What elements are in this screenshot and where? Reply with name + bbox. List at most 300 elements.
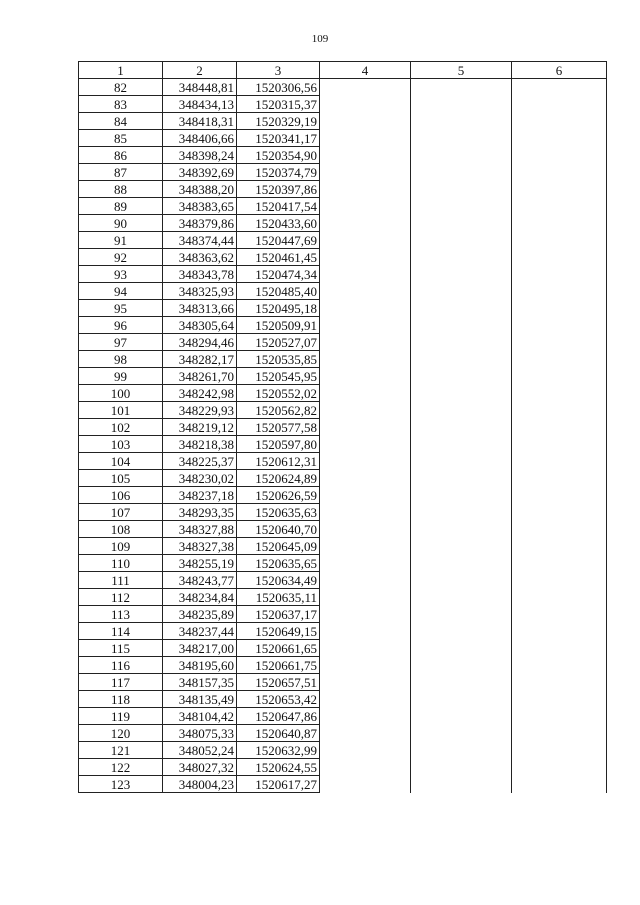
empty-cell [320,572,411,589]
table-row [79,453,607,470]
table-row [79,300,607,317]
y-coordinate-cell: 1520661,65 [237,640,320,657]
page-number: 109 [311,33,329,45]
empty-cell [411,300,512,317]
x-coordinate-cell: 348363,62 [163,249,237,266]
point-number-cell: 89 [79,198,163,215]
table-row [79,691,607,708]
y-coordinate-cell: 1520329,19 [237,113,320,130]
y-coordinate-cell: 1520657,51 [237,674,320,691]
point-number-cell: 122 [79,759,163,776]
empty-cell [512,96,607,113]
empty-cell [320,402,411,419]
point-number-cell: 123 [79,776,163,793]
empty-cell [320,708,411,725]
y-coordinate-cell: 1520417,54 [237,198,320,215]
empty-cell [320,96,411,113]
empty-cell [512,640,607,657]
table-row [79,725,607,742]
empty-cell [512,164,607,181]
point-number-cell: 110 [79,555,163,572]
y-coordinate-cell: 1520474,34 [237,266,320,283]
empty-cell [411,640,512,657]
empty-cell [411,283,512,300]
point-number-cell: 101 [79,402,163,419]
table-row [79,674,607,691]
empty-cell [320,504,411,521]
x-coordinate-cell: 348243,77 [163,572,237,589]
y-coordinate-cell: 1520433,60 [237,215,320,232]
empty-cell [320,487,411,504]
empty-cell [411,351,512,368]
empty-cell [411,538,512,555]
empty-cell [411,113,512,130]
x-coordinate-cell: 348242,98 [163,385,237,402]
empty-cell [512,538,607,555]
x-coordinate-cell: 348261,70 [163,368,237,385]
table-row [79,130,607,147]
empty-cell [411,402,512,419]
empty-cell [512,351,607,368]
empty-cell [512,249,607,266]
empty-cell [411,725,512,742]
empty-cell [411,657,512,674]
x-coordinate-cell: 348052,24 [163,742,237,759]
point-number-cell: 121 [79,742,163,759]
empty-cell [320,164,411,181]
x-coordinate-cell: 348374,44 [163,232,237,249]
x-coordinate-cell: 348305,64 [163,317,237,334]
empty-cell [411,130,512,147]
point-number-cell: 88 [79,181,163,198]
empty-cell [411,470,512,487]
y-coordinate-cell: 1520545,95 [237,368,320,385]
point-number-cell: 100 [79,385,163,402]
empty-cell [411,419,512,436]
point-number-cell: 83 [79,96,163,113]
empty-cell [512,470,607,487]
x-coordinate-cell: 348237,44 [163,623,237,640]
empty-cell [512,504,607,521]
empty-cell [411,79,512,96]
table-row [79,419,607,436]
empty-cell [320,742,411,759]
empty-cell [411,691,512,708]
table-row [79,436,607,453]
empty-cell [411,487,512,504]
x-coordinate-cell: 348325,93 [163,283,237,300]
empty-cell [411,521,512,538]
point-number-cell: 105 [79,470,163,487]
empty-cell [512,436,607,453]
x-coordinate-cell: 348418,31 [163,113,237,130]
table-row [79,470,607,487]
table-row [79,232,607,249]
empty-cell [320,215,411,232]
x-coordinate-cell: 348104,42 [163,708,237,725]
y-coordinate-cell: 1520527,07 [237,334,320,351]
y-coordinate-cell: 1520640,70 [237,521,320,538]
point-number-cell: 104 [79,453,163,470]
y-coordinate-cell: 1520447,69 [237,232,320,249]
empty-cell [512,402,607,419]
x-coordinate-cell: 348027,32 [163,759,237,776]
table-body [79,79,607,793]
table-row [79,113,607,130]
x-coordinate-cell: 348282,17 [163,351,237,368]
empty-cell [512,623,607,640]
empty-cell [320,623,411,640]
column-header-4: 4 [320,62,411,79]
x-coordinate-cell: 348388,20 [163,181,237,198]
empty-cell [512,521,607,538]
empty-cell [320,266,411,283]
empty-cell [512,300,607,317]
empty-cell [512,776,607,793]
table-row [79,623,607,640]
column-header-2: 2 [163,62,237,79]
empty-cell [512,334,607,351]
x-coordinate-cell: 348075,33 [163,725,237,742]
x-coordinate-cell: 348293,35 [163,504,237,521]
empty-cell [320,283,411,300]
table-row [79,215,607,232]
table-row [79,317,607,334]
empty-cell [320,147,411,164]
empty-cell [411,232,512,249]
y-coordinate-cell: 1520647,86 [237,708,320,725]
empty-cell [411,572,512,589]
y-coordinate-cell: 1520634,49 [237,572,320,589]
table-row [79,283,607,300]
empty-cell [411,623,512,640]
x-coordinate-cell: 348448,81 [163,79,237,96]
y-coordinate-cell: 1520626,59 [237,487,320,504]
empty-cell [411,674,512,691]
x-coordinate-cell: 348434,13 [163,96,237,113]
x-coordinate-cell: 348230,02 [163,470,237,487]
empty-cell [512,742,607,759]
empty-cell [411,708,512,725]
empty-cell [320,606,411,623]
table-row [79,504,607,521]
table-row [79,606,607,623]
empty-cell [320,181,411,198]
empty-cell [320,470,411,487]
point-number-cell: 94 [79,283,163,300]
empty-cell [320,725,411,742]
y-coordinate-cell: 1520624,55 [237,759,320,776]
point-number-cell: 108 [79,521,163,538]
table-row [79,742,607,759]
empty-cell [411,96,512,113]
point-number-cell: 98 [79,351,163,368]
empty-cell [411,555,512,572]
table-row [79,572,607,589]
y-coordinate-cell: 1520552,02 [237,385,320,402]
point-number-cell: 92 [79,249,163,266]
empty-cell [512,215,607,232]
empty-cell [411,436,512,453]
empty-cell [512,691,607,708]
point-number-cell: 115 [79,640,163,657]
x-coordinate-cell: 348135,49 [163,691,237,708]
point-number-cell: 114 [79,623,163,640]
empty-cell [320,334,411,351]
y-coordinate-cell: 1520624,89 [237,470,320,487]
empty-cell [320,436,411,453]
empty-cell [320,453,411,470]
point-number-cell: 85 [79,130,163,147]
empty-cell [320,368,411,385]
point-number-cell: 93 [79,266,163,283]
y-coordinate-cell: 1520632,99 [237,742,320,759]
x-coordinate-cell: 348255,19 [163,555,237,572]
empty-cell [411,504,512,521]
empty-cell [512,725,607,742]
empty-cell [320,657,411,674]
empty-cell [512,487,607,504]
table-row [79,708,607,725]
empty-cell [411,266,512,283]
empty-cell [411,776,512,793]
x-coordinate-cell: 348218,38 [163,436,237,453]
empty-cell [320,640,411,657]
point-number-cell: 99 [79,368,163,385]
empty-cell [512,572,607,589]
empty-cell [320,555,411,572]
table-row [79,402,607,419]
point-number-cell: 118 [79,691,163,708]
table-row [79,776,607,793]
table-row [79,164,607,181]
x-coordinate-cell: 348217,00 [163,640,237,657]
empty-cell [411,249,512,266]
point-number-cell: 106 [79,487,163,504]
table-row [79,96,607,113]
table-row [79,657,607,674]
empty-cell [320,130,411,147]
empty-cell [320,776,411,793]
y-coordinate-cell: 1520635,65 [237,555,320,572]
empty-cell [320,79,411,96]
empty-cell [512,368,607,385]
y-coordinate-cell: 1520597,80 [237,436,320,453]
table-row [79,385,607,402]
point-number-cell: 95 [79,300,163,317]
coordinates-table [78,61,607,793]
empty-cell [320,232,411,249]
x-coordinate-cell: 348004,23 [163,776,237,793]
point-number-cell: 97 [79,334,163,351]
column-header-3: 3 [237,62,320,79]
x-coordinate-cell: 348157,35 [163,674,237,691]
empty-cell [512,79,607,96]
point-number-cell: 119 [79,708,163,725]
y-coordinate-cell: 1520645,09 [237,538,320,555]
x-coordinate-cell: 348195,60 [163,657,237,674]
empty-cell [320,198,411,215]
table-row [79,351,607,368]
empty-cell [320,759,411,776]
y-coordinate-cell: 1520661,75 [237,657,320,674]
y-coordinate-cell: 1520653,42 [237,691,320,708]
empty-cell [512,708,607,725]
empty-cell [512,555,607,572]
empty-cell [411,181,512,198]
y-coordinate-cell: 1520640,87 [237,725,320,742]
empty-cell [512,283,607,300]
x-coordinate-cell: 348237,18 [163,487,237,504]
point-number-cell: 86 [79,147,163,164]
empty-cell [411,198,512,215]
empty-cell [512,130,607,147]
empty-cell [411,759,512,776]
x-coordinate-cell: 348406,66 [163,130,237,147]
x-coordinate-cell: 348398,24 [163,147,237,164]
empty-cell [320,589,411,606]
empty-cell [512,198,607,215]
empty-cell [411,334,512,351]
empty-cell [512,453,607,470]
x-coordinate-cell: 348327,38 [163,538,237,555]
empty-cell [512,266,607,283]
empty-cell [320,521,411,538]
table-row [79,759,607,776]
y-coordinate-cell: 1520461,45 [237,249,320,266]
point-number-cell: 84 [79,113,163,130]
point-number-cell: 112 [79,589,163,606]
empty-cell [411,368,512,385]
column-header-5: 5 [411,62,512,79]
y-coordinate-cell: 1520635,11 [237,589,320,606]
x-coordinate-cell: 348219,12 [163,419,237,436]
y-coordinate-cell: 1520485,40 [237,283,320,300]
table-row [79,521,607,538]
y-coordinate-cell: 1520306,56 [237,79,320,96]
point-number-cell: 102 [79,419,163,436]
x-coordinate-cell: 348379,86 [163,215,237,232]
y-coordinate-cell: 1520617,27 [237,776,320,793]
point-number-cell: 103 [79,436,163,453]
empty-cell [320,538,411,555]
point-number-cell: 107 [79,504,163,521]
y-coordinate-cell: 1520374,79 [237,164,320,181]
y-coordinate-cell: 1520637,17 [237,606,320,623]
empty-cell [320,300,411,317]
point-number-cell: 113 [79,606,163,623]
x-coordinate-cell: 348294,46 [163,334,237,351]
empty-cell [411,589,512,606]
empty-cell [411,215,512,232]
y-coordinate-cell: 1520577,58 [237,419,320,436]
point-number-cell: 87 [79,164,163,181]
empty-cell [320,691,411,708]
column-header-1: 1 [79,62,163,79]
y-coordinate-cell: 1520562,82 [237,402,320,419]
point-number-cell: 91 [79,232,163,249]
x-coordinate-cell: 348313,66 [163,300,237,317]
empty-cell [512,759,607,776]
point-number-cell: 109 [79,538,163,555]
empty-cell [411,164,512,181]
empty-cell [320,317,411,334]
empty-cell [512,606,607,623]
y-coordinate-cell: 1520341,17 [237,130,320,147]
x-coordinate-cell: 348392,69 [163,164,237,181]
x-coordinate-cell: 348343,78 [163,266,237,283]
empty-cell [512,419,607,436]
empty-cell [411,606,512,623]
y-coordinate-cell: 1520612,31 [237,453,320,470]
point-number-cell: 111 [79,572,163,589]
table-row [79,589,607,606]
empty-cell [512,181,607,198]
empty-cell [411,317,512,334]
point-number-cell: 116 [79,657,163,674]
point-number-cell: 117 [79,674,163,691]
point-number-cell: 96 [79,317,163,334]
empty-cell [320,385,411,402]
y-coordinate-cell: 1520535,85 [237,351,320,368]
y-coordinate-cell: 1520509,91 [237,317,320,334]
x-coordinate-cell: 348225,37 [163,453,237,470]
table-header-row [79,62,607,79]
empty-cell [512,147,607,164]
x-coordinate-cell: 348383,65 [163,198,237,215]
empty-cell [411,742,512,759]
point-number-cell: 82 [79,79,163,96]
empty-cell [411,147,512,164]
x-coordinate-cell: 348235,89 [163,606,237,623]
table-row [79,555,607,572]
empty-cell [411,453,512,470]
x-coordinate-cell: 348327,88 [163,521,237,538]
empty-cell [512,657,607,674]
empty-cell [320,113,411,130]
x-coordinate-cell: 348234,84 [163,589,237,606]
empty-cell [320,249,411,266]
point-number-cell: 90 [79,215,163,232]
table-row [79,487,607,504]
table-row [79,266,607,283]
table-row [79,147,607,164]
y-coordinate-cell: 1520397,86 [237,181,320,198]
empty-cell [411,385,512,402]
y-coordinate-cell: 1520649,15 [237,623,320,640]
y-coordinate-cell: 1520495,18 [237,300,320,317]
table-row [79,368,607,385]
empty-cell [320,419,411,436]
empty-cell [512,589,607,606]
empty-cell [512,674,607,691]
empty-cell [512,317,607,334]
empty-cell [512,385,607,402]
table-row [79,249,607,266]
point-number-cell: 120 [79,725,163,742]
empty-cell [512,232,607,249]
empty-cell [320,674,411,691]
x-coordinate-cell: 348229,93 [163,402,237,419]
table-row [79,640,607,657]
column-header-6: 6 [512,62,607,79]
table-row [79,79,607,96]
empty-cell [320,351,411,368]
table-row [79,198,607,215]
empty-cell [512,113,607,130]
y-coordinate-cell: 1520354,90 [237,147,320,164]
y-coordinate-cell: 1520635,63 [237,504,320,521]
